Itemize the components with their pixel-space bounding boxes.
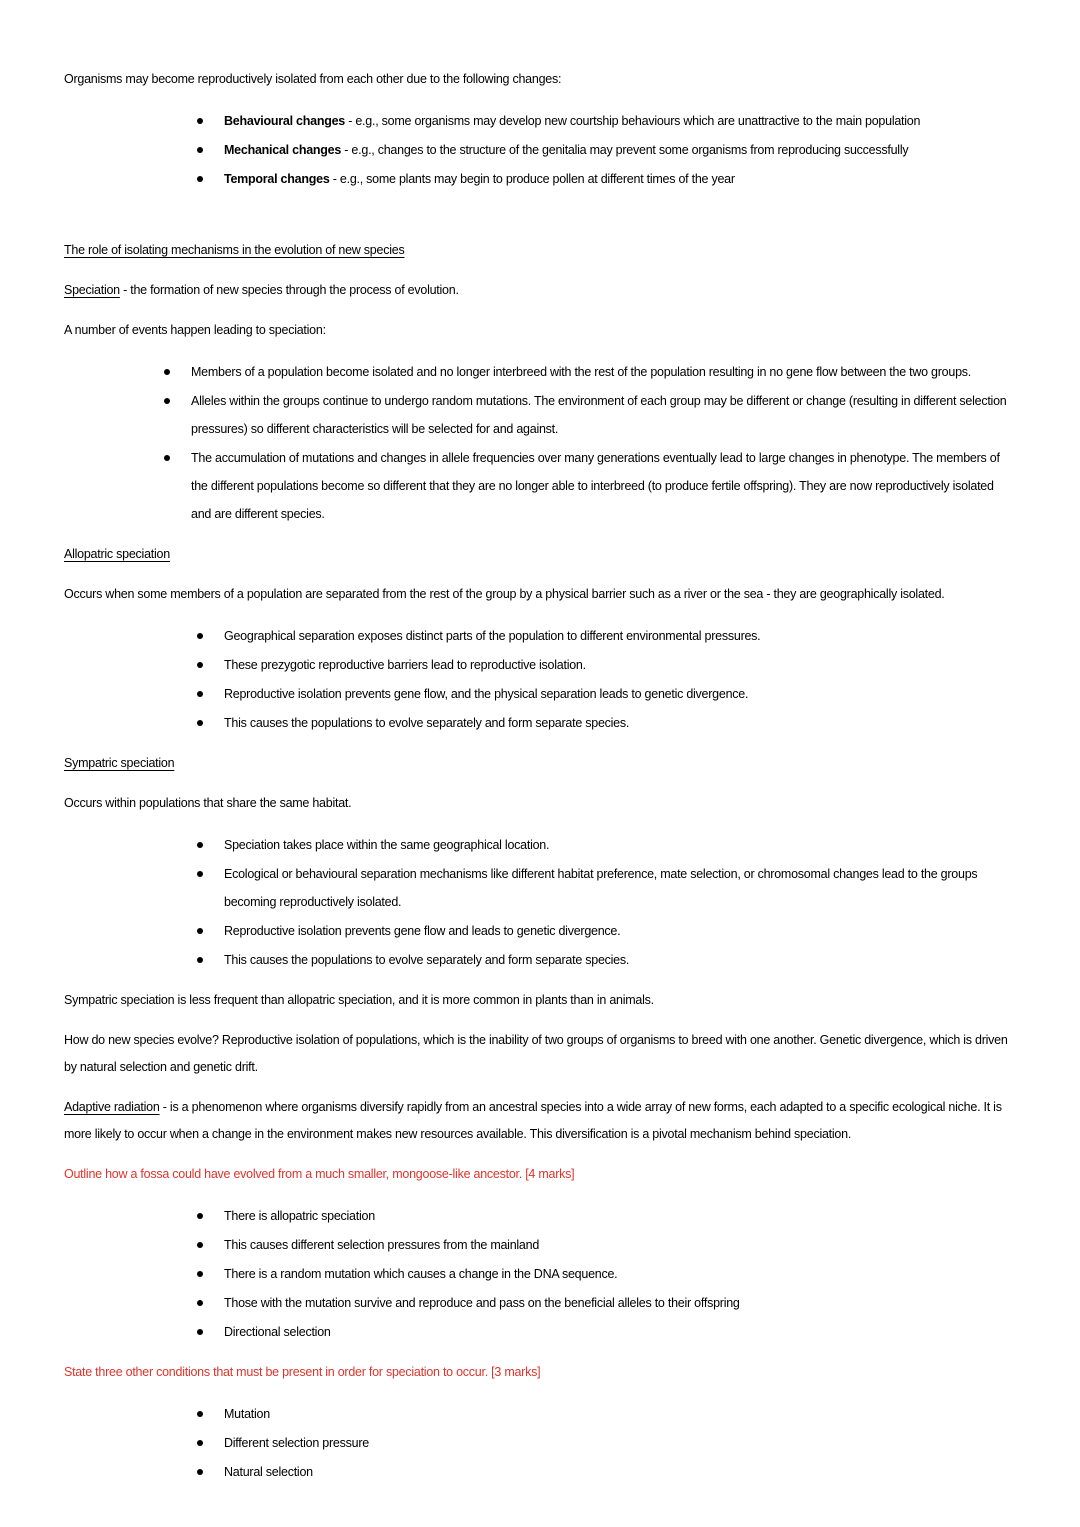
list-item [197,165,1016,193]
term-temporal-changes: Temporal changes [224,172,330,186]
bullet-icon [164,455,170,461]
section-heading-sympatric: Sympatric speciation [64,756,175,770]
list-item-text: The accumulation of mutations and changes in allele frequencies over many generations eventually lead to large changes in phenotype. The members of the different populations become so different that they are no longer able to interbreed (to produce fertile offspring). They are now reproductively isolated and are different species. [191,451,1000,521]
bullet-icon [164,398,170,404]
sympatric-frequency-paragraph: Sympatric speciation is less frequent than allopatric speciation, and it is more common in plants than in animals. [64,993,654,1007]
speciation-events-list [64,358,1016,528]
bullet-icon [197,1469,203,1475]
list-item [197,1231,1016,1259]
list-item [197,1458,1016,1486]
term-description: - e.g., some plants may begin to produce pollen at different times of the year [329,172,735,186]
bullet-icon [197,691,203,697]
list-item-text [224,136,908,164]
list-item-text: Natural selection [224,1465,313,1479]
bullet-icon [197,1329,203,1335]
list-item [197,1318,1016,1346]
bullet-icon [197,928,203,934]
list-item-text: Directional selection [224,1325,331,1339]
bullet-icon [197,118,203,124]
bullet-icon [197,176,203,182]
bullet-icon [197,147,203,153]
list-item-text: Alleles within the groups continue to undergo random mutations. The environment of each group may be different or change (resulting in different selection pressures) so different characteristics will be selected for and against. [191,394,1007,436]
bullet-icon [197,957,203,963]
bullet-icon [197,1271,203,1277]
sympatric-points-list [64,831,1016,974]
adaptive-radiation-definition: - is a phenomenon where organisms diversify rapidly from an ancestral species into a wide array of new forms, each adapted to a specific ecological niche. It is more likely to occur when a change in the environment makes new resources available. This diversification is a pivotal mechanism behind speciation. [64,1100,1002,1141]
list-item-text: Geographical separation exposes distinct parts of the population to different environmental pressures. [224,629,761,643]
adaptive-radiation-paragraph [64,1094,1016,1148]
term-description: - e.g., changes to the structure of the genitalia may prevent some organisms from reproducing successfully [341,143,909,157]
bullet-icon [197,1300,203,1306]
evolution-note-paragraph: How do new species evolve? Reproductive isolation of populations, which is the inability of two groups of organisms to breed with one another. Genetic divergence, which is driven by natural selection and genetic drift. [64,1033,1008,1074]
list-item [197,831,1016,859]
bullet-icon [197,1242,203,1248]
list-item [164,444,1016,528]
bullet-icon [197,1440,203,1446]
events-intro-paragraph: A number of events happen leading to speciation: [64,323,326,337]
list-item [164,387,1016,443]
list-item [197,1429,1016,1457]
list-item-text: Those with the mutation survive and reproduce and pass on the beneficial alleles to their offspring [224,1296,740,1310]
term-description: - e.g., some organisms may develop new courtship behaviours which are unattractive to the main population [345,114,921,128]
question-fossa-prompt: Outline how a fossa could have evolved from a much smaller, mongoose-like ancestor. [4 marks] [64,1167,575,1181]
list-item-text: There is a random mutation which causes a change in the DNA sequence. [224,1267,618,1281]
list-item-text: Members of a population become isolated and no longer interbreed with the rest of the population resulting in no gene flow between the two groups. [191,365,971,379]
allopatric-points-list [64,622,1016,737]
list-item [197,1289,1016,1317]
sympatric-intro-paragraph: Occurs within populations that share the same habitat. [64,796,352,810]
list-item [197,917,1016,945]
section-heading-allopatric: Allopatric speciation [64,547,170,561]
list-item [197,1260,1016,1288]
conditions-answers-list [64,1400,1016,1486]
list-item [197,1202,1016,1230]
list-item [197,860,1016,916]
list-item-text: Reproductive isolation prevents gene flow, and the physical separation leads to genetic divergence. [224,687,749,701]
intro-paragraph: Organisms may become reproductively isolated from each other due to the following changes: [64,72,562,86]
list-item-text: This causes different selection pressures from the mainland [224,1238,540,1252]
list-item-text [224,165,735,193]
term-speciation: Speciation [64,283,120,297]
list-item [197,622,1016,650]
list-item [197,651,1016,679]
bullet-icon [197,871,203,877]
list-item-text: This causes the populations to evolve separately and form separate species. [224,953,630,967]
allopatric-intro-paragraph: Occurs when some members of a population are separated from the rest of the group by a physical barrier such as a river or the sea - they are geographically isolated. [64,587,945,601]
bullet-icon [197,633,203,639]
term-behavioural-changes: Behavioural changes [224,114,345,128]
list-item [197,1400,1016,1428]
list-item-text: Speciation takes place within the same geographical location. [224,838,550,852]
term-mechanical-changes: Mechanical changes [224,143,342,157]
list-item-text: Mutation [224,1407,270,1421]
list-item-text: Reproductive isolation prevents gene flow and leads to genetic divergence. [224,924,621,938]
bullet-icon [197,662,203,668]
list-item [197,680,1016,708]
list-item-text: There is allopatric speciation [224,1209,375,1223]
list-item [197,946,1016,974]
list-item-text: Different selection pressure [224,1436,369,1450]
list-item-text: These prezygotic reproductive barriers lead to reproductive isolation. [224,658,586,672]
list-item [197,136,1016,164]
list-item-text [224,107,920,135]
bullet-icon [164,369,170,375]
list-item [197,107,1016,135]
list-item-text: This causes the populations to evolve separately and form separate species. [224,716,630,730]
list-item [164,358,1016,386]
speciation-definition-text: - the formation of new species through the process of evolution. [119,283,459,297]
question-conditions-prompt: State three other conditions that must be present in order for speciation to occur. [3 marks] [64,1365,541,1379]
bullet-icon [197,1213,203,1219]
bullet-icon [197,842,203,848]
section-heading-isolating-mechanisms: The role of isolating mechanisms in the evolution of new species [64,243,405,257]
bullet-icon [197,1411,203,1417]
fossa-answers-list [64,1202,1016,1346]
isolation-changes-list [64,107,1016,193]
list-item [197,709,1016,737]
speciation-definition-paragraph [64,277,1016,304]
bullet-icon [197,720,203,726]
list-item-text: Ecological or behavioural separation mechanisms like different habitat preference, mate selection, or chromosomal changes lead to the groups becoming reproductively isolated. [224,867,978,909]
term-adaptive-radiation: Adaptive radiation [64,1100,160,1114]
